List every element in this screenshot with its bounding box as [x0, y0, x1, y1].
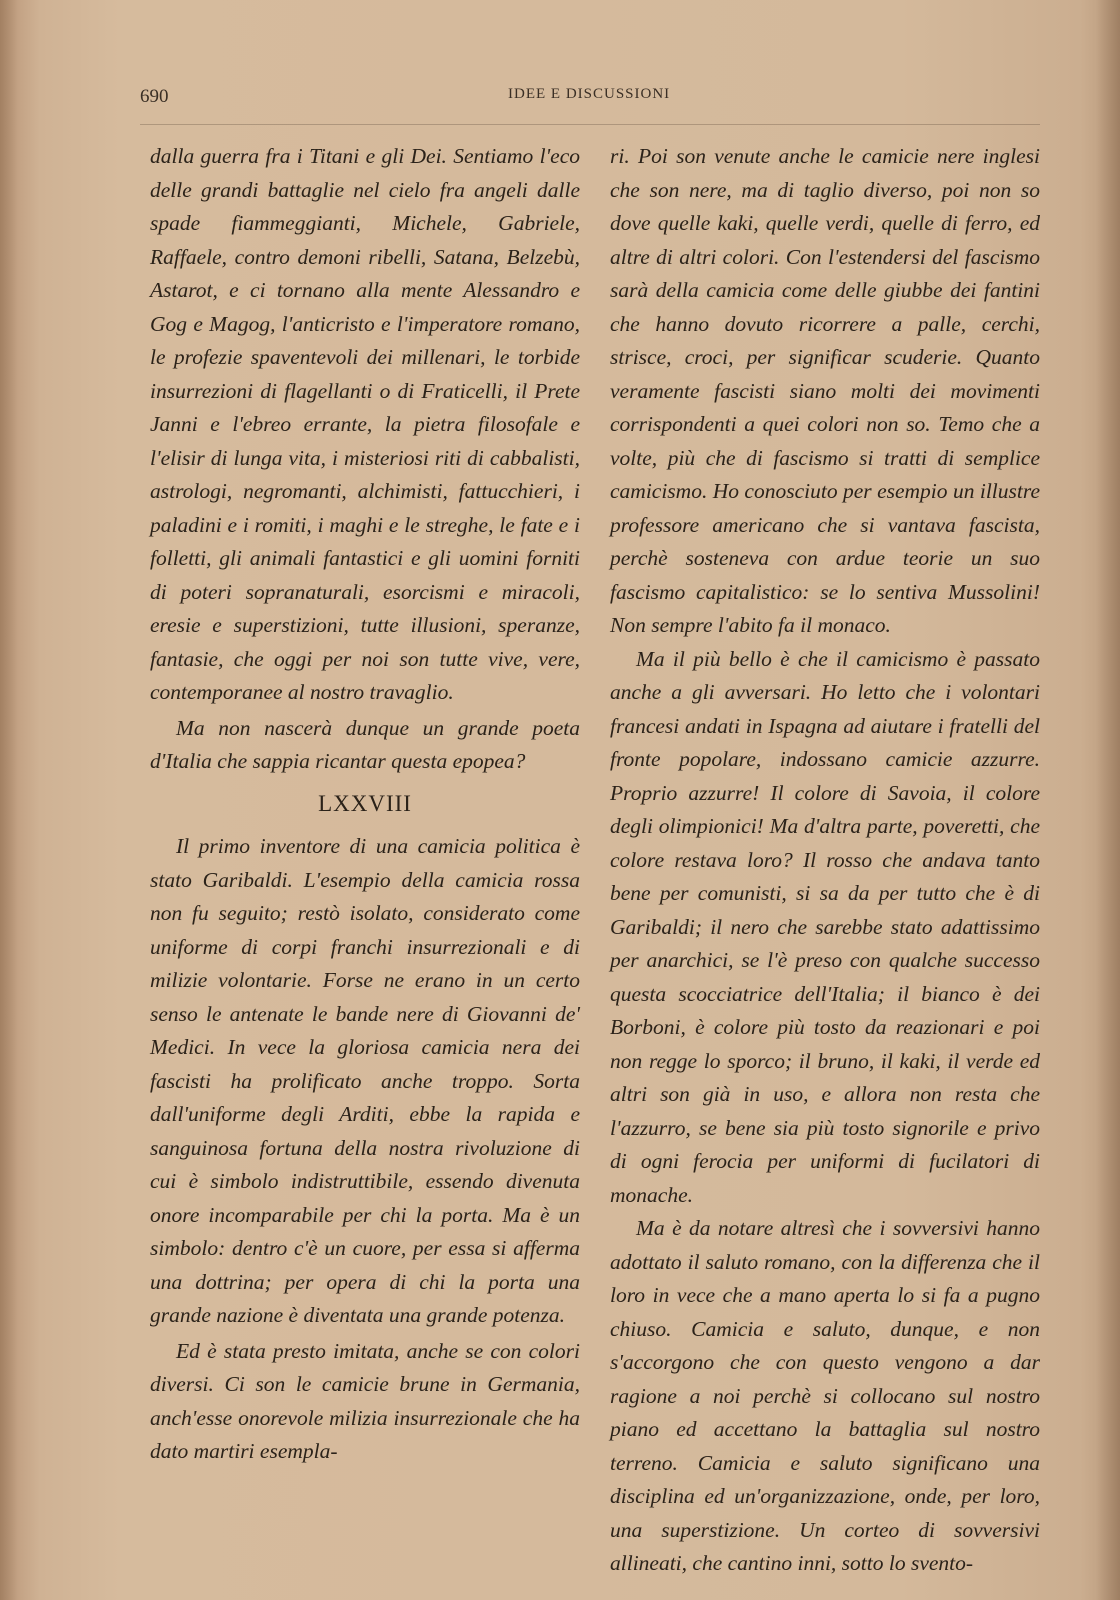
page-number: 690: [140, 86, 169, 107]
paragraph: Il primo inventore di una camicia politica è stato Garibaldi. L'esempio della camicia rossa non fu seguito; restò isolato, considerato come uniforme di corpi franchi insurrezionali e di milizie volontarie. Forse ne erano in un certo senso le antenate le bande nere di Giovanni de' Medici. In vece la gloriosa camicia nera dei fascisti ha prolificato anche troppo. Sorta dall'uniforme degli Arditi, ebbe la rapida e sanguinosa fortuna della nostra rivoluzione di cui è simbolo indistruttibile, essendo divenuta onore incomparabile per chi la porta. Ma è un simbolo: dentro c'è un cuore, per essa si afferma una dottrina; per opera di chi la porta una grande nazione è diventata una grande potenza.: [150, 834, 580, 1327]
paragraph: dalla guerra fra i Titani e gli Dei. Sentiamo l'eco delle grandi battaglie nel cielo fra angeli dalle spade fiammeggianti, Michele, Gabriele, Raffaele, contro demoni ribelli, Satana, Belzebù, Astarot, e ci tornano alla mente Alessandro e Gog e Magog, l'anticristo e l'imperatore romano, le profezie spaventevoli dei millenari, le torbide insurrezioni di flagellanti o di Fraticelli, il Prete Janni e l'ebreo errante, la pietra filosofale e l'elisir di lunga vita, i misteriosi riti di cabbalisti, astrologi, negromanti, alchimisti, fattucchieri, i paladini e i romiti, i maghi e le streghe, le fate e i folletti, gli animali fantastici e gli uomini forniti di poteri sopranaturali, esorcismi e miracoli, eresie e superstizioni, tutte illusioni, speranze, fantasie, che oggi per noi son tutte vive, vere, contemporanee al nostro travaglio.: [150, 144, 580, 704]
paragraph: Ma è da notare altresì che i sovversivi hanno adottato il saluto romano, con la differenza che il loro in vece che a mano aperta lo si fa a pugno chiuso. Camicia e saluto, dunque, e non s'accorgono che con questo vengono a dar ragione a noi perchè si collocano sul nostro piano ed accettano la battaglia sul nostro terreno. Camicia e saluto significano una disciplina ed un'organizzazione, onde, per loro, una superstizione. Un corteo di sovversivi allineati, che cantino inni, sotto lo svento-: [610, 1216, 1040, 1575]
page-header: [140, 86, 1040, 114]
paragraph: Ma non nascerà dunque un grande poeta d'Italia che sappia ricantar questa epopea?: [150, 715, 580, 773]
running-title: IDEE E DISCUSSIONI: [508, 86, 671, 102]
header-rule: [140, 124, 1040, 125]
paragraph: ri. Poi son venute anche le camicie nere inglesi che son nere, ma di taglio diverso, poi non so dove quelle kaki, quelle verdi, quelle di ferro, ed altre di altri colori. Con l'estendersi del fascismo sarà della camicia come delle giubbe dei fantini che hanno dovuto ricorrere a palle, cerchi, strisce, croci, per significar scuderie. Quanto veramente fascisti siano molti dei movimenti corrispondenti a quei colori non so. Temo che a volte, più che di fascismo si tratti di semplice camicismo. Ho conosciuto per esempio un illustre professore americano che si vantava fascista, perchè sosteneva con ardue teorie un suo fascismo capitalistico: se lo sentiva Mussolini! Non sempre l'abito fa il monaco.: [610, 144, 1040, 637]
paragraph: Ma il più bello è che il camicismo è passato anche a gli avversari. Ho letto che i volontari francesi andati in Ispagna ad aiutare i fratelli del fronte popolare, indossano camicie azzurre. Proprio azzurre! Il colore di Savoia, il colore degli olimpionici! Ma d'altra parte, poveretti, che colore restava loro? Il rosso che andava tanto bene per comunisti, si sa da per tutto che è di Garibaldi; il nero che sarebbe stato adattissimo per anarchici, se l'è preso con qualche successo questa scocciatrice dell'Italia; il bianco è dei Borboni, è colore più tosto da reazionari e poi non regge lo sporco; il bruno, il kaki, il verde ed altri son già in uso, e allora non resta che l'azzurro, se bene sia più tosto signorile e privo di ogni ferocia per uniformi di fucilatori di monache.: [610, 646, 1040, 1207]
left-column: [150, 140, 580, 1469]
right-column: [610, 140, 1040, 1581]
section-heading: LXXVIII: [318, 790, 412, 816]
paragraph: Ed è stata presto imitata, anche se con colori diversi. Ci son le camicie brune in Germania, anch'esse onorevole milizia insurrezionale che ha dato martiri esempla-: [150, 1338, 580, 1463]
page-edge-shadow: [1096, 0, 1120, 1600]
page-gutter-shadow: [0, 0, 18, 1600]
